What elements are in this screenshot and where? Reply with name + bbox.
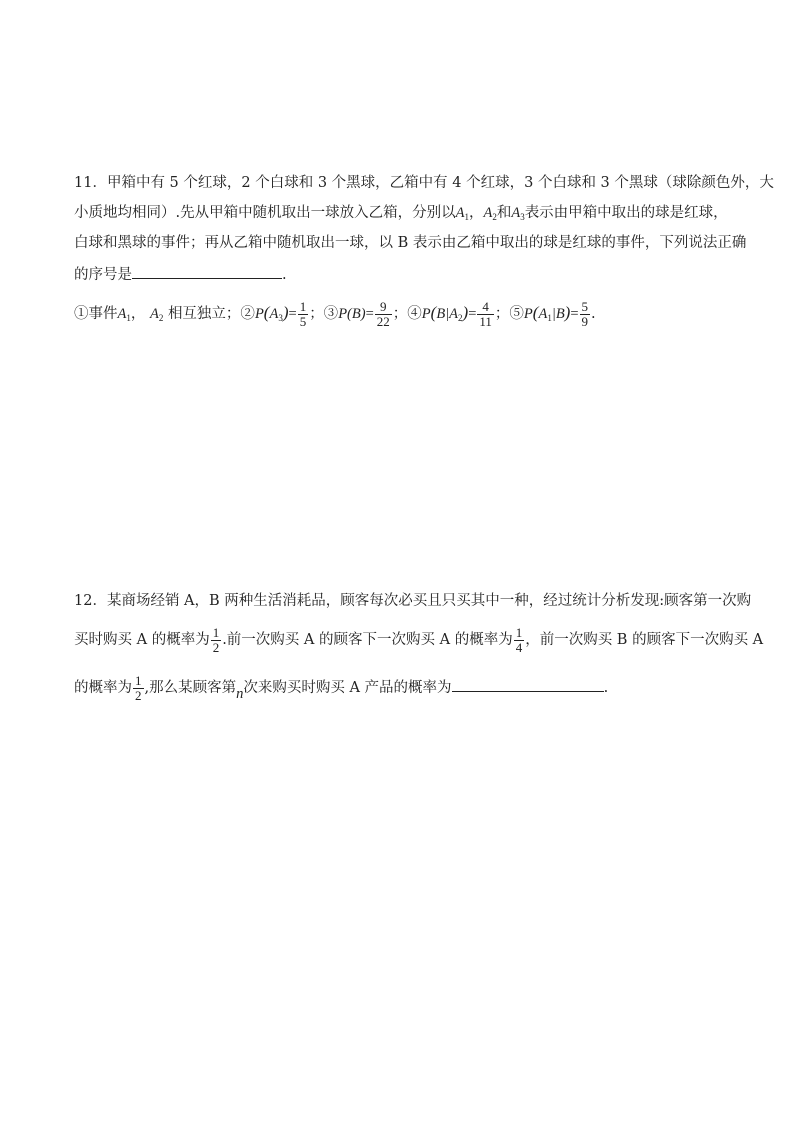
fraction-1-5: $\frac{1}{5}$ [299, 298, 307, 329]
option-sep-4: ；⑤ [494, 306, 524, 322]
q12-line-1: 12．某商场经销 A，B 两种生活消耗品，顾客每次必买且只买其中一种，经过统计分析发现:顾客第一次购 [74, 593, 752, 609]
option-1-suffix: 相互独立；② [167, 306, 255, 322]
q12-line-2 [74, 622, 763, 658]
fraction-1-2-b: $\frac{1}{2}$ [135, 672, 142, 703]
option-4-expr: $P(B|A_2)$ [421, 303, 469, 323]
q11-line-2-and: 和 [496, 205, 512, 221]
event-a3: $A_3$ [511, 205, 525, 222]
q11-line-4-end: . [282, 267, 287, 283]
q12-line-3-end: . [603, 680, 609, 696]
q12-line-2-text-c: ，前一次购买 B 的顾客下一次购买 A [525, 632, 764, 648]
option-5-expr: $P(A_1|B)$ [523, 303, 571, 323]
fraction-4-11: $\frac{4}{11}$ [479, 298, 492, 329]
q11-options: ①事件$A_1$， $A_2$ 相互独立；$②P(A_3)=$ $\frac{1}{5}$ ；③P(B)= $\frac{9}{22}$ ；$④P(B|A_2)=$ $\frac{4}{11}$ ；$⑤P(A_1|B)=$ $\frac{5}{9}$ . [74, 298, 596, 329]
fraction-1-2-a: $\frac{1}{2}$ [212, 624, 220, 655]
answer-blank-q12[interactable] [452, 679, 604, 692]
option-3-expr: P(B) [338, 306, 366, 322]
event-a1-opt: $A_1$ [117, 306, 131, 323]
option-sep-2: ；③ [309, 306, 339, 322]
fraction-9-22: $\frac{9}{22}$ [376, 298, 390, 329]
option-2-expr: $P(A_3)$ [254, 303, 289, 323]
event-a1: $A_1$ [455, 205, 469, 222]
option-sep-3: ；④ [392, 306, 422, 322]
q12-line-3 [74, 670, 608, 706]
q11-line-4-text: 的序号是 [74, 267, 132, 283]
event-a2: $A_2$ [483, 205, 497, 222]
q11-line-3: 白球和黑球的事件；再从乙箱中随机取出一球，以 B 表示由乙箱中取出的球是红球的事件，下列说法正确 [74, 235, 747, 251]
q12-line-2-text-b: .前一次购买 A 的顾客下一次购买 A 的概率为 [222, 632, 513, 648]
q12-line-3-text-a: 的概率为 [74, 680, 132, 696]
event-a2-opt: $A_2$ [149, 306, 164, 323]
fraction-1-4: $\frac{1}{4}$ [515, 624, 523, 655]
variable-n: n [236, 686, 244, 702]
q12-line-3-text-b: ,那么某顾客第 [144, 680, 237, 696]
fraction-5-9: $\frac{5}{9}$ [581, 298, 589, 329]
q11-line-1: 11．甲箱中有 5 个红球，2 个白球和 3 个黑球，乙箱中有 4 个红球，3 个白球和 3 个黑球（球除颜色外，大 [74, 175, 774, 191]
q11-line-2-text-a: 小质地均相同）.先从甲箱中随机取出一球放入乙箱，分别以 [74, 205, 456, 221]
q11-line-2: 小质地均相同）.先从甲箱中随机取出一球放入乙箱，分别以$A_1$，$A_2$和$A_3$表示由甲箱中取出的球是红球， [74, 205, 728, 222]
q11-line-2-text-c: 表示由甲箱中取出的球是红球， [524, 205, 728, 221]
q12-line-3-text-c: 次来购买时购买 A 产品的概率为 [243, 680, 452, 696]
answer-blank-q11[interactable] [132, 266, 282, 279]
option-1-prefix: ①事件 [74, 306, 118, 322]
q11-line-4 [74, 266, 287, 283]
q12-line-2-text-a: 买时购买 A 的概率为 [74, 632, 210, 648]
option-5-end: . [591, 306, 596, 322]
